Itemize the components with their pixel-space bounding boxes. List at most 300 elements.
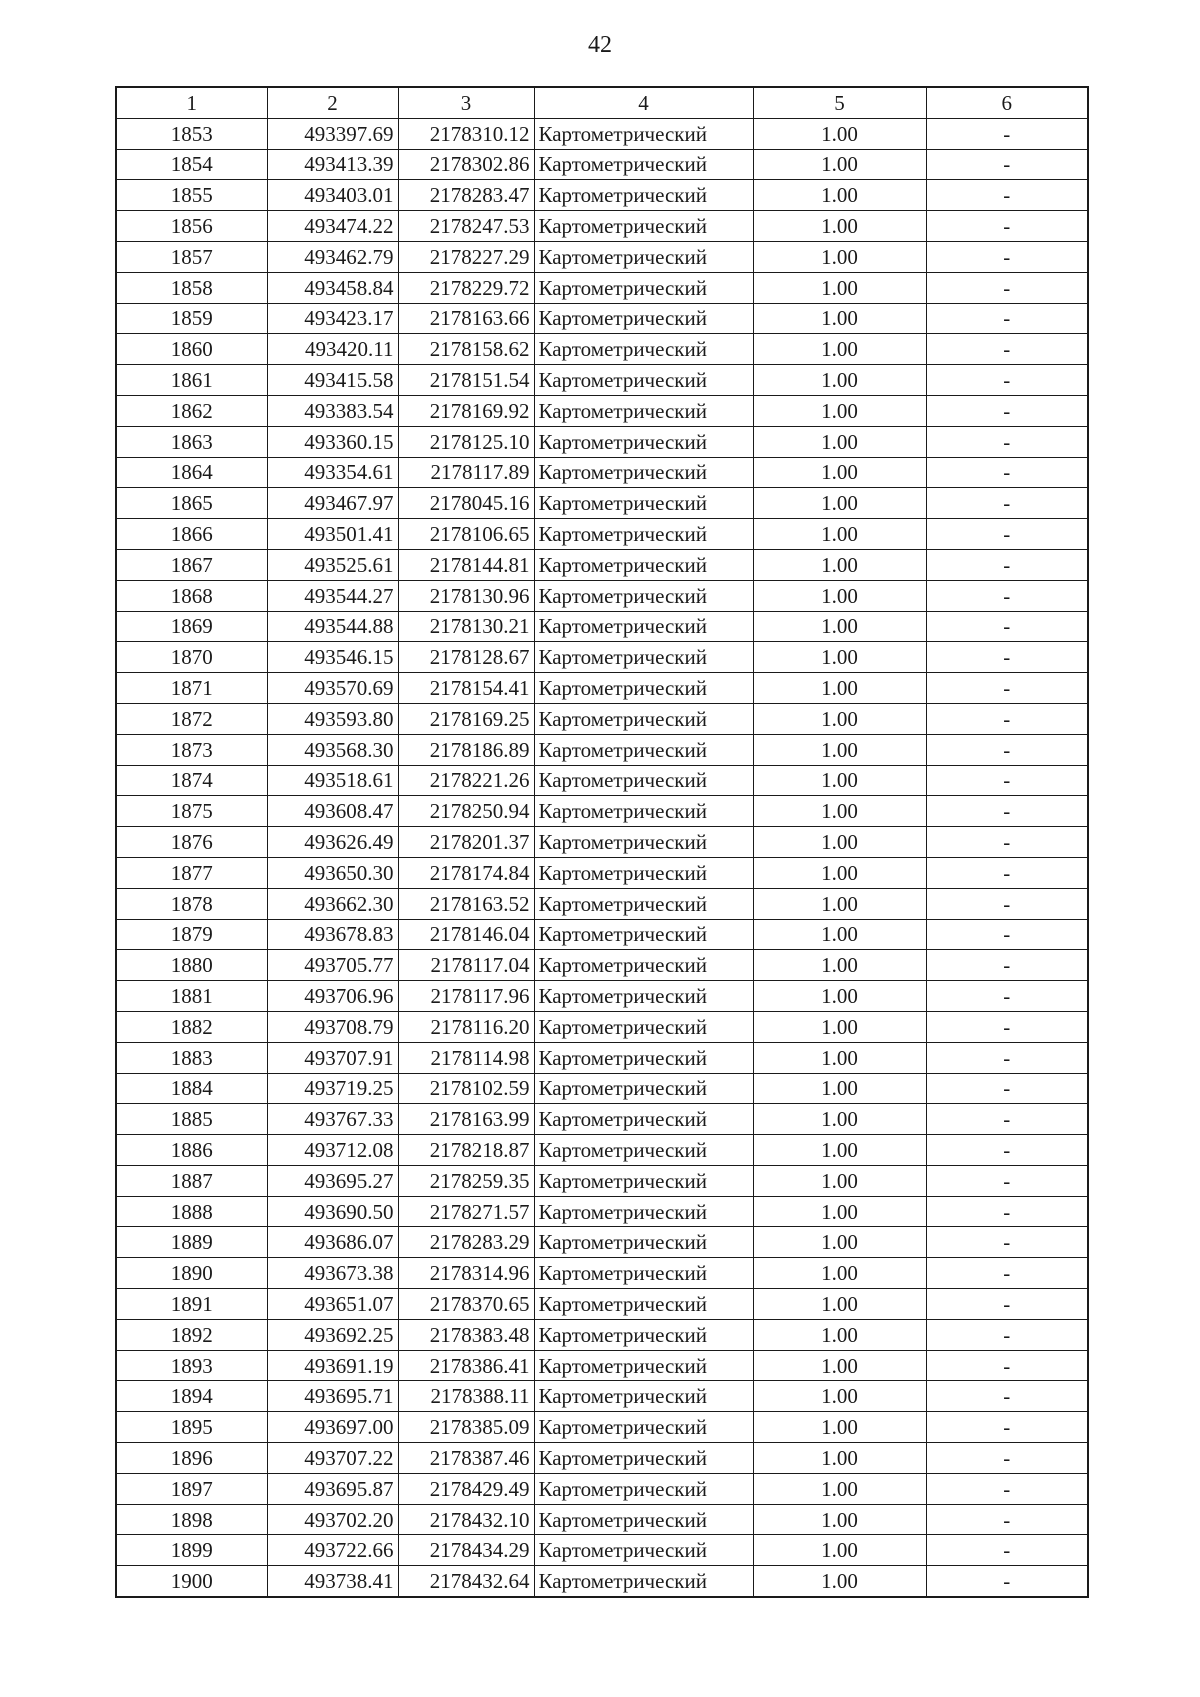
cell-point-number: 1864: [116, 457, 267, 488]
cell-accuracy: 1.00: [753, 888, 926, 919]
cell-description: -: [926, 888, 1088, 919]
cell-x-coordinate: 493544.88: [267, 611, 398, 642]
cell-accuracy: 1.00: [753, 1381, 926, 1412]
cell-method: Картометрический: [534, 765, 753, 796]
cell-method: Картометрический: [534, 580, 753, 611]
column-header-point-number: 1: [116, 87, 267, 118]
cell-accuracy: 1.00: [753, 642, 926, 673]
table-row: [116, 1011, 1088, 1042]
cell-x-coordinate: 493546.15: [267, 642, 398, 673]
cell-y-coordinate: 2178221.26: [398, 765, 534, 796]
table-row: [116, 796, 1088, 827]
cell-point-number: 1886: [116, 1135, 267, 1166]
table-row: [116, 611, 1088, 642]
cell-description: -: [926, 642, 1088, 673]
cell-x-coordinate: 493360.15: [267, 426, 398, 457]
cell-method: Картометрический: [534, 1258, 753, 1289]
cell-point-number: 1896: [116, 1443, 267, 1474]
cell-method: Картометрический: [534, 857, 753, 888]
coordinates-table: [115, 86, 1089, 1598]
cell-y-coordinate: 2178386.41: [398, 1350, 534, 1381]
cell-accuracy: 1.00: [753, 519, 926, 550]
cell-accuracy: 1.00: [753, 1319, 926, 1350]
cell-accuracy: 1.00: [753, 241, 926, 272]
cell-method: Картометрический: [534, 703, 753, 734]
cell-accuracy: 1.00: [753, 919, 926, 950]
cell-accuracy: 1.00: [753, 981, 926, 1012]
cell-method: Картометрический: [534, 919, 753, 950]
cell-x-coordinate: 493568.30: [267, 734, 398, 765]
cell-accuracy: 1.00: [753, 365, 926, 396]
cell-point-number: 1887: [116, 1165, 267, 1196]
cell-point-number: 1869: [116, 611, 267, 642]
cell-description: -: [926, 272, 1088, 303]
cell-y-coordinate: 2178169.92: [398, 395, 534, 426]
cell-description: -: [926, 1196, 1088, 1227]
cell-point-number: 1898: [116, 1504, 267, 1535]
cell-method: Картометрический: [534, 519, 753, 550]
cell-method: Картометрический: [534, 1381, 753, 1412]
cell-method: Картометрический: [534, 1227, 753, 1258]
cell-point-number: 1874: [116, 765, 267, 796]
cell-description: -: [926, 1319, 1088, 1350]
cell-method: Картометрический: [534, 149, 753, 180]
cell-x-coordinate: 493706.96: [267, 981, 398, 1012]
table-row: [116, 549, 1088, 580]
cell-point-number: 1856: [116, 211, 267, 242]
cell-method: Картометрический: [534, 611, 753, 642]
table-row: [116, 1473, 1088, 1504]
cell-y-coordinate: 2178310.12: [398, 118, 534, 149]
cell-y-coordinate: 2178385.09: [398, 1412, 534, 1443]
cell-method: Картометрический: [534, 365, 753, 396]
table-row: [116, 888, 1088, 919]
cell-x-coordinate: 493702.20: [267, 1504, 398, 1535]
cell-y-coordinate: 2178128.67: [398, 642, 534, 673]
cell-description: -: [926, 549, 1088, 580]
cell-point-number: 1863: [116, 426, 267, 457]
cell-description: -: [926, 334, 1088, 365]
cell-y-coordinate: 2178250.94: [398, 796, 534, 827]
cell-method: Картометрический: [534, 1350, 753, 1381]
table-row: [116, 1042, 1088, 1073]
table-row: [116, 488, 1088, 519]
cell-y-coordinate: 2178163.66: [398, 303, 534, 334]
cell-point-number: 1881: [116, 981, 267, 1012]
cell-description: -: [926, 1504, 1088, 1535]
cell-point-number: 1878: [116, 888, 267, 919]
cell-y-coordinate: 2178130.21: [398, 611, 534, 642]
cell-point-number: 1871: [116, 673, 267, 704]
table-row: [116, 1443, 1088, 1474]
cell-x-coordinate: 493705.77: [267, 950, 398, 981]
cell-y-coordinate: 2178114.98: [398, 1042, 534, 1073]
cell-accuracy: 1.00: [753, 1443, 926, 1474]
cell-accuracy: 1.00: [753, 827, 926, 858]
cell-description: -: [926, 827, 1088, 858]
table-row: [116, 950, 1088, 981]
cell-accuracy: 1.00: [753, 1104, 926, 1135]
cell-description: -: [926, 488, 1088, 519]
cell-point-number: 1862: [116, 395, 267, 426]
cell-accuracy: 1.00: [753, 1042, 926, 1073]
cell-y-coordinate: 2178227.29: [398, 241, 534, 272]
table-row: [116, 1566, 1088, 1597]
cell-description: -: [926, 118, 1088, 149]
column-header-y: 3: [398, 87, 534, 118]
cell-x-coordinate: 493691.19: [267, 1350, 398, 1381]
cell-y-coordinate: 2178247.53: [398, 211, 534, 242]
table-row: [116, 1504, 1088, 1535]
column-header-x: 2: [267, 87, 398, 118]
column-header-description: 6: [926, 87, 1088, 118]
cell-description: -: [926, 1535, 1088, 1566]
cell-point-number: 1858: [116, 272, 267, 303]
cell-accuracy: 1.00: [753, 334, 926, 365]
table-row: [116, 734, 1088, 765]
cell-point-number: 1882: [116, 1011, 267, 1042]
table-header-row: [116, 87, 1088, 118]
table-body: [116, 118, 1088, 1597]
cell-x-coordinate: 493651.07: [267, 1289, 398, 1320]
cell-method: Картометрический: [534, 334, 753, 365]
cell-x-coordinate: 493662.30: [267, 888, 398, 919]
cell-method: Картометрический: [534, 1535, 753, 1566]
cell-point-number: 1892: [116, 1319, 267, 1350]
cell-x-coordinate: 493692.25: [267, 1319, 398, 1350]
cell-y-coordinate: 2178370.65: [398, 1289, 534, 1320]
cell-y-coordinate: 2178117.89: [398, 457, 534, 488]
cell-y-coordinate: 2178144.81: [398, 549, 534, 580]
cell-y-coordinate: 2178229.72: [398, 272, 534, 303]
cell-method: Картометрический: [534, 180, 753, 211]
cell-point-number: 1895: [116, 1412, 267, 1443]
cell-description: -: [926, 950, 1088, 981]
table-row: [116, 395, 1088, 426]
cell-y-coordinate: 2178163.99: [398, 1104, 534, 1135]
cell-x-coordinate: 493650.30: [267, 857, 398, 888]
cell-accuracy: 1.00: [753, 149, 926, 180]
cell-method: Картометрический: [534, 1473, 753, 1504]
cell-x-coordinate: 493678.83: [267, 919, 398, 950]
cell-point-number: 1890: [116, 1258, 267, 1289]
cell-method: Картометрический: [534, 1289, 753, 1320]
cell-accuracy: 1.00: [753, 272, 926, 303]
cell-description: -: [926, 1227, 1088, 1258]
cell-accuracy: 1.00: [753, 549, 926, 580]
cell-accuracy: 1.00: [753, 1011, 926, 1042]
cell-x-coordinate: 493518.61: [267, 765, 398, 796]
cell-point-number: 1879: [116, 919, 267, 950]
cell-method: Картометрический: [534, 1319, 753, 1350]
cell-y-coordinate: 2178158.62: [398, 334, 534, 365]
cell-accuracy: 1.00: [753, 1073, 926, 1104]
table-row: [116, 1165, 1088, 1196]
cell-x-coordinate: 493593.80: [267, 703, 398, 734]
cell-method: Картометрический: [534, 1165, 753, 1196]
cell-method: Картометрический: [534, 1412, 753, 1443]
cell-description: -: [926, 857, 1088, 888]
cell-y-coordinate: 2178151.54: [398, 365, 534, 396]
table-row: [116, 426, 1088, 457]
cell-description: -: [926, 1011, 1088, 1042]
cell-accuracy: 1.00: [753, 950, 926, 981]
cell-accuracy: 1.00: [753, 1289, 926, 1320]
cell-method: Картометрический: [534, 673, 753, 704]
cell-accuracy: 1.00: [753, 395, 926, 426]
cell-y-coordinate: 2178130.96: [398, 580, 534, 611]
cell-y-coordinate: 2178125.10: [398, 426, 534, 457]
cell-point-number: 1861: [116, 365, 267, 396]
cell-point-number: 1857: [116, 241, 267, 272]
cell-x-coordinate: 493383.54: [267, 395, 398, 426]
cell-accuracy: 1.00: [753, 180, 926, 211]
cell-description: -: [926, 180, 1088, 211]
cell-method: Картометрический: [534, 395, 753, 426]
table-row: [116, 211, 1088, 242]
cell-x-coordinate: 493501.41: [267, 519, 398, 550]
cell-y-coordinate: 2178271.57: [398, 1196, 534, 1227]
cell-description: -: [926, 457, 1088, 488]
cell-accuracy: 1.00: [753, 1227, 926, 1258]
cell-y-coordinate: 2178302.86: [398, 149, 534, 180]
cell-method: Картометрический: [534, 1073, 753, 1104]
table-row: [116, 1258, 1088, 1289]
cell-y-coordinate: 2178117.04: [398, 950, 534, 981]
cell-x-coordinate: 493403.01: [267, 180, 398, 211]
cell-y-coordinate: 2178283.47: [398, 180, 534, 211]
cell-point-number: 1872: [116, 703, 267, 734]
cell-accuracy: 1.00: [753, 857, 926, 888]
cell-accuracy: 1.00: [753, 457, 926, 488]
cell-x-coordinate: 493686.07: [267, 1227, 398, 1258]
table-row: [116, 519, 1088, 550]
cell-description: -: [926, 1135, 1088, 1166]
cell-description: -: [926, 703, 1088, 734]
table-row: [116, 149, 1088, 180]
cell-description: -: [926, 365, 1088, 396]
cell-point-number: 1875: [116, 796, 267, 827]
cell-y-coordinate: 2178314.96: [398, 1258, 534, 1289]
cell-accuracy: 1.00: [753, 796, 926, 827]
cell-description: -: [926, 211, 1088, 242]
cell-x-coordinate: 493420.11: [267, 334, 398, 365]
table-row: [116, 981, 1088, 1012]
table-row: [116, 1073, 1088, 1104]
cell-point-number: 1900: [116, 1566, 267, 1597]
cell-description: -: [926, 1381, 1088, 1412]
cell-description: -: [926, 765, 1088, 796]
cell-accuracy: 1.00: [753, 1258, 926, 1289]
cell-description: -: [926, 1566, 1088, 1597]
cell-point-number: 1899: [116, 1535, 267, 1566]
cell-point-number: 1867: [116, 549, 267, 580]
cell-point-number: 1883: [116, 1042, 267, 1073]
table-row: [116, 642, 1088, 673]
cell-x-coordinate: 493423.17: [267, 303, 398, 334]
cell-y-coordinate: 2178259.35: [398, 1165, 534, 1196]
cell-x-coordinate: 493697.00: [267, 1412, 398, 1443]
cell-y-coordinate: 2178163.52: [398, 888, 534, 919]
cell-accuracy: 1.00: [753, 765, 926, 796]
table-row: [116, 1104, 1088, 1135]
cell-description: -: [926, 1073, 1088, 1104]
cell-description: -: [926, 1443, 1088, 1474]
cell-method: Картометрический: [534, 549, 753, 580]
cell-method: Картометрический: [534, 1196, 753, 1227]
cell-x-coordinate: 493719.25: [267, 1073, 398, 1104]
cell-accuracy: 1.00: [753, 1135, 926, 1166]
cell-x-coordinate: 493467.97: [267, 488, 398, 519]
cell-y-coordinate: 2178432.10: [398, 1504, 534, 1535]
table-row: [116, 303, 1088, 334]
table-row: [116, 1350, 1088, 1381]
cell-accuracy: 1.00: [753, 211, 926, 242]
cell-accuracy: 1.00: [753, 1504, 926, 1535]
cell-accuracy: 1.00: [753, 1535, 926, 1566]
cell-description: -: [926, 303, 1088, 334]
cell-accuracy: 1.00: [753, 1350, 926, 1381]
cell-x-coordinate: 493397.69: [267, 118, 398, 149]
cell-y-coordinate: 2178434.29: [398, 1535, 534, 1566]
cell-y-coordinate: 2178045.16: [398, 488, 534, 519]
cell-method: Картометрический: [534, 827, 753, 858]
cell-method: Картометрический: [534, 796, 753, 827]
cell-point-number: 1855: [116, 180, 267, 211]
cell-x-coordinate: 493695.27: [267, 1165, 398, 1196]
cell-method: Картометрический: [534, 981, 753, 1012]
cell-accuracy: 1.00: [753, 303, 926, 334]
cell-x-coordinate: 493458.84: [267, 272, 398, 303]
cell-y-coordinate: 2178174.84: [398, 857, 534, 888]
cell-method: Картометрический: [534, 734, 753, 765]
cell-x-coordinate: 493525.61: [267, 549, 398, 580]
cell-point-number: 1889: [116, 1227, 267, 1258]
cell-point-number: 1893: [116, 1350, 267, 1381]
cell-description: -: [926, 1350, 1088, 1381]
cell-accuracy: 1.00: [753, 734, 926, 765]
cell-y-coordinate: 2178201.37: [398, 827, 534, 858]
cell-method: Картометрический: [534, 426, 753, 457]
cell-accuracy: 1.00: [753, 703, 926, 734]
cell-method: Картометрический: [534, 1566, 753, 1597]
cell-method: Картометрический: [534, 1504, 753, 1535]
cell-method: Картометрический: [534, 488, 753, 519]
cell-method: Картометрический: [534, 1135, 753, 1166]
table-row: [116, 457, 1088, 488]
table-row: [116, 1135, 1088, 1166]
cell-method: Картометрический: [534, 118, 753, 149]
cell-accuracy: 1.00: [753, 673, 926, 704]
table-row: [116, 365, 1088, 396]
cell-description: -: [926, 519, 1088, 550]
cell-x-coordinate: 493474.22: [267, 211, 398, 242]
cell-description: -: [926, 611, 1088, 642]
table-row: [116, 1319, 1088, 1350]
table-row: [116, 857, 1088, 888]
cell-x-coordinate: 493695.71: [267, 1381, 398, 1412]
cell-x-coordinate: 493544.27: [267, 580, 398, 611]
cell-x-coordinate: 493570.69: [267, 673, 398, 704]
table-row: [116, 580, 1088, 611]
cell-method: Картометрический: [534, 1042, 753, 1073]
cell-method: Картометрический: [534, 950, 753, 981]
cell-accuracy: 1.00: [753, 1196, 926, 1227]
cell-x-coordinate: 493626.49: [267, 827, 398, 858]
cell-y-coordinate: 2178432.64: [398, 1566, 534, 1597]
cell-x-coordinate: 493738.41: [267, 1566, 398, 1597]
table-row: [116, 1289, 1088, 1320]
cell-y-coordinate: 2178106.65: [398, 519, 534, 550]
cell-y-coordinate: 2178154.41: [398, 673, 534, 704]
table-row: [116, 919, 1088, 950]
table-row: [116, 703, 1088, 734]
cell-method: Картометрический: [534, 642, 753, 673]
table-row: [116, 1412, 1088, 1443]
cell-y-coordinate: 2178169.25: [398, 703, 534, 734]
table-row: [116, 827, 1088, 858]
cell-description: -: [926, 1042, 1088, 1073]
cell-y-coordinate: 2178283.29: [398, 1227, 534, 1258]
cell-x-coordinate: 493708.79: [267, 1011, 398, 1042]
cell-x-coordinate: 493608.47: [267, 796, 398, 827]
cell-method: Картометрический: [534, 303, 753, 334]
cell-x-coordinate: 493722.66: [267, 1535, 398, 1566]
cell-description: -: [926, 673, 1088, 704]
cell-accuracy: 1.00: [753, 426, 926, 457]
cell-point-number: 1860: [116, 334, 267, 365]
cell-y-coordinate: 2178102.59: [398, 1073, 534, 1104]
cell-y-coordinate: 2178383.48: [398, 1319, 534, 1350]
cell-point-number: 1885: [116, 1104, 267, 1135]
cell-description: -: [926, 1412, 1088, 1443]
table-row: [116, 1381, 1088, 1412]
cell-method: Картометрический: [534, 1104, 753, 1135]
cell-accuracy: 1.00: [753, 1473, 926, 1504]
cell-point-number: 1884: [116, 1073, 267, 1104]
column-header-method: 4: [534, 87, 753, 118]
cell-point-number: 1865: [116, 488, 267, 519]
cell-method: Картометрический: [534, 272, 753, 303]
table-row: [116, 1227, 1088, 1258]
column-header-accuracy: 5: [753, 87, 926, 118]
cell-y-coordinate: 2178429.49: [398, 1473, 534, 1504]
cell-x-coordinate: 493707.91: [267, 1042, 398, 1073]
cell-x-coordinate: 493354.61: [267, 457, 398, 488]
cell-point-number: 1897: [116, 1473, 267, 1504]
cell-point-number: 1859: [116, 303, 267, 334]
table-row: [116, 241, 1088, 272]
cell-description: -: [926, 1104, 1088, 1135]
table-row: [116, 118, 1088, 149]
table-row: [116, 334, 1088, 365]
table-row: [116, 1196, 1088, 1227]
cell-x-coordinate: 493415.58: [267, 365, 398, 396]
cell-x-coordinate: 493462.79: [267, 241, 398, 272]
cell-y-coordinate: 2178218.87: [398, 1135, 534, 1166]
cell-description: -: [926, 149, 1088, 180]
cell-point-number: 1868: [116, 580, 267, 611]
table-row: [116, 1535, 1088, 1566]
cell-y-coordinate: 2178186.89: [398, 734, 534, 765]
cell-accuracy: 1.00: [753, 118, 926, 149]
cell-y-coordinate: 2178117.96: [398, 981, 534, 1012]
cell-description: -: [926, 734, 1088, 765]
cell-x-coordinate: 493690.50: [267, 1196, 398, 1227]
cell-description: -: [926, 1289, 1088, 1320]
table-row: [116, 673, 1088, 704]
cell-accuracy: 1.00: [753, 1566, 926, 1597]
